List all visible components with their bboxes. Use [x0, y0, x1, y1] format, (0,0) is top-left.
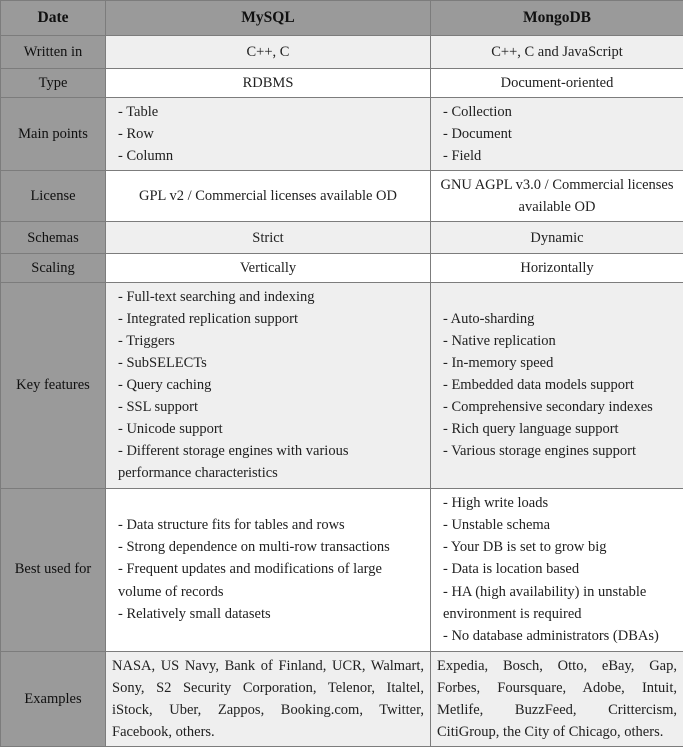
- cell-mongodb-key-features: [431, 283, 683, 488]
- list-item: - High write loads: [437, 492, 677, 514]
- cell-mysql-examples: NASA, US Navy, Bank of Finland, UCR, Walmart, Sony, S2 Security Corporation, Telenor, Italtel, iStock, Uber, Zappos, Booking.com, Twitter, Facebook, others.: [106, 651, 431, 746]
- list-item: - Integrated replication support: [112, 308, 424, 330]
- cell-mysql-type: RDBMS: [106, 69, 431, 98]
- list-item: - Unstable schema: [437, 514, 677, 536]
- list-item: - Data structure fits for tables and rows: [112, 514, 424, 536]
- row-label-main-points: Main points: [1, 98, 106, 171]
- list-item: - Auto-sharding: [437, 308, 677, 330]
- table-row: [1, 651, 683, 746]
- list-item: - Query caching: [112, 374, 424, 396]
- list-item: - Full-text searching and indexing: [112, 286, 424, 308]
- list-item: - Table: [112, 101, 424, 123]
- cell-mysql-best-used-for: [106, 488, 431, 651]
- list-item: - Strong dependence on multi-row transactions: [112, 536, 424, 558]
- bullet-list: [112, 101, 424, 167]
- list-item: - Triggers: [112, 330, 424, 352]
- list-item: - HA (high availability) in unstable environment is required: [437, 581, 677, 625]
- cell-mysql-written-in: C++, C: [106, 36, 431, 69]
- list-item: - Field: [437, 145, 677, 167]
- cell-mongodb-schemas: Dynamic: [431, 222, 683, 254]
- table-row: [1, 98, 683, 171]
- cell-mysql-schemas: Strict: [106, 222, 431, 254]
- cell-mongodb-main-points: [431, 98, 683, 171]
- list-item: - SSL support: [112, 396, 424, 418]
- list-item: - Row: [112, 123, 424, 145]
- list-item: - Unicode support: [112, 418, 424, 440]
- row-label-key-features: Key features: [1, 283, 106, 488]
- table-row: [1, 36, 683, 69]
- cell-mongodb-license: GNU AGPL v3.0 / Commercial licenses available OD: [431, 171, 683, 222]
- list-item: - Relatively small datasets: [112, 603, 424, 625]
- column-header-mongodb: MongoDB: [431, 1, 683, 36]
- row-label-scaling: Scaling: [1, 254, 106, 283]
- list-item: - Rich query language support: [437, 418, 677, 440]
- list-item: - SubSELECTs: [112, 352, 424, 374]
- table-header-row: [1, 1, 683, 36]
- list-item: - Native replication: [437, 330, 677, 352]
- row-label-best-used-for: Best used for: [1, 488, 106, 651]
- table-row: [1, 69, 683, 98]
- list-item: - Different storage engines with various performance characteristics: [112, 440, 424, 484]
- cell-mongodb-examples: Expedia, Bosch, Otto, eBay, Gap, Forbes, Foursquare, Adobe, Intuit, Metlife, BuzzFeed, Crittercism, CitiGroup, the City of Chicago, others.: [431, 651, 683, 746]
- list-item: - Frequent updates and modifications of large volume of records: [112, 558, 424, 602]
- list-item: - In-memory speed: [437, 352, 677, 374]
- list-item: - No database administrators (DBAs): [437, 625, 677, 647]
- bullet-list: [437, 308, 677, 462]
- list-item: - Comprehensive secondary indexes: [437, 396, 677, 418]
- cell-mysql-key-features: [106, 283, 431, 488]
- table-row: [1, 171, 683, 222]
- cell-mysql-scaling: Vertically: [106, 254, 431, 283]
- bullet-list: [437, 492, 677, 646]
- table-row: [1, 254, 683, 283]
- table-body: [1, 36, 683, 747]
- list-item: - Embedded data models support: [437, 374, 677, 396]
- row-label-schemas: Schemas: [1, 222, 106, 254]
- list-item: - Document: [437, 123, 677, 145]
- cell-mysql-license: GPL v2 / Commercial licenses available OD: [106, 171, 431, 222]
- bullet-list: [112, 286, 424, 484]
- row-label-examples: Examples: [1, 651, 106, 746]
- cell-mongodb-scaling: Horizontally: [431, 254, 683, 283]
- list-item: - Various storage engines support: [437, 440, 677, 462]
- cell-mongodb-written-in: C++, C and JavaScript: [431, 36, 683, 69]
- cell-mongodb-best-used-for: [431, 488, 683, 651]
- bullet-list: [437, 101, 677, 167]
- row-label-written-in: Written in: [1, 36, 106, 69]
- row-label-type: Type: [1, 69, 106, 98]
- list-item: - Data is location based: [437, 558, 677, 580]
- column-header-mysql: MySQL: [106, 1, 431, 36]
- table-row: [1, 488, 683, 651]
- list-item: - Collection: [437, 101, 677, 123]
- bullet-list: [112, 514, 424, 624]
- cell-mongodb-type: Document-oriented: [431, 69, 683, 98]
- table-row: [1, 283, 683, 488]
- table-row: [1, 222, 683, 254]
- list-item: - Column: [112, 145, 424, 167]
- list-item: - Your DB is set to grow big: [437, 536, 677, 558]
- cell-mysql-main-points: [106, 98, 431, 171]
- column-header-date: Date: [1, 1, 106, 36]
- row-label-license: License: [1, 171, 106, 222]
